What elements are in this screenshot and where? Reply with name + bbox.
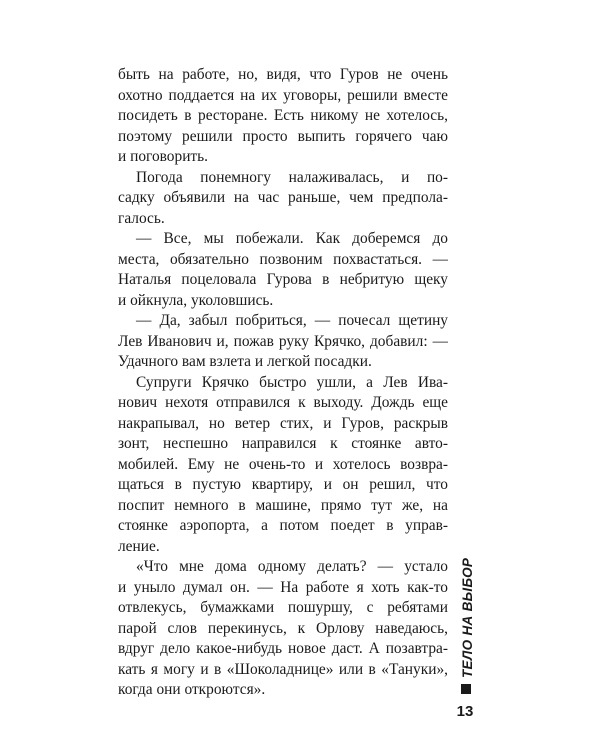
text-line: мобилей. Ему не очень-то и хотелось возвра- bbox=[118, 455, 448, 473]
running-title: ТЕЛО НА ВЫБОР bbox=[460, 557, 475, 678]
text-line: Погода понемногу налаживалась, и по- bbox=[136, 168, 448, 186]
text-line: Лев Иванович и, пожав руку Крячко, добавил: — bbox=[118, 332, 448, 350]
section-marker-square bbox=[461, 684, 471, 694]
text-line: и ойкнула, уколовшись. bbox=[118, 291, 274, 309]
text-line: и уныло думал он. — На работе я хоть как-то bbox=[118, 578, 448, 596]
text-line: Наталья поцеловала Гурова в небритую щеку bbox=[118, 271, 448, 288]
text-line: отвлекусь, бумажками пошуршу, с ребятами bbox=[118, 599, 448, 616]
text-line: — Все, мы побежали. Как доберемся до bbox=[136, 230, 448, 247]
text-line: места, обязательно позвоним похвастаться. — bbox=[118, 250, 448, 268]
page-number: 13 bbox=[456, 703, 474, 720]
text-line: посидеть в ресторане. Есть никому не хотелось, bbox=[118, 107, 448, 124]
text-line: когда они откроются». bbox=[118, 681, 266, 698]
text-line: галось. bbox=[118, 209, 165, 227]
text-line: Супруги Крячко быстро ушли, а Лев Ива- bbox=[136, 373, 448, 391]
text-line: нович нехотя отправился к выходу. Дождь еще bbox=[118, 394, 448, 411]
text-line: поспит немного в машине, прямо тут же, на bbox=[118, 496, 448, 514]
text-line: кать я могу и в «Шоколаднице» или в «Тануки», bbox=[118, 660, 448, 678]
text-line: «Что мне дома одному делать? — устало bbox=[136, 558, 448, 575]
text-line: быть на работе, но, видя, что Гуров не очень bbox=[118, 66, 448, 83]
text-line: зонт, неспешно направился к стоянке авто- bbox=[118, 435, 448, 452]
text-line: накрапывал, но ветер стих, и Гуров, раскрыв bbox=[118, 414, 448, 432]
text-line: Удачного вам взлета и легкой посадки. bbox=[118, 353, 372, 370]
text-line: вдруг дело какое-нибудь новое даст. А позавтра- bbox=[118, 640, 448, 657]
text-line: парой слов перекинусь, к Орлову наведаюсь, bbox=[118, 619, 448, 637]
text-line: поэтому решили просто выпить горячего чаю bbox=[118, 127, 448, 145]
text-line: — Да, забыл побриться, — почесал щетину bbox=[136, 312, 448, 329]
body-text bbox=[118, 65, 448, 701]
text-line: и поговорить. bbox=[118, 148, 209, 165]
text-line: садку объявили на час раньше, чем предпола- bbox=[118, 189, 448, 206]
text-line: щаться в пустую квартиру, и он решил, что bbox=[118, 476, 448, 493]
text-line: стоянке аэропорта, а потом поедет в управ- bbox=[118, 517, 448, 534]
text-line: охотно поддается на их уговоры, решили вместе bbox=[118, 86, 448, 104]
text-line: ление. bbox=[118, 537, 160, 555]
